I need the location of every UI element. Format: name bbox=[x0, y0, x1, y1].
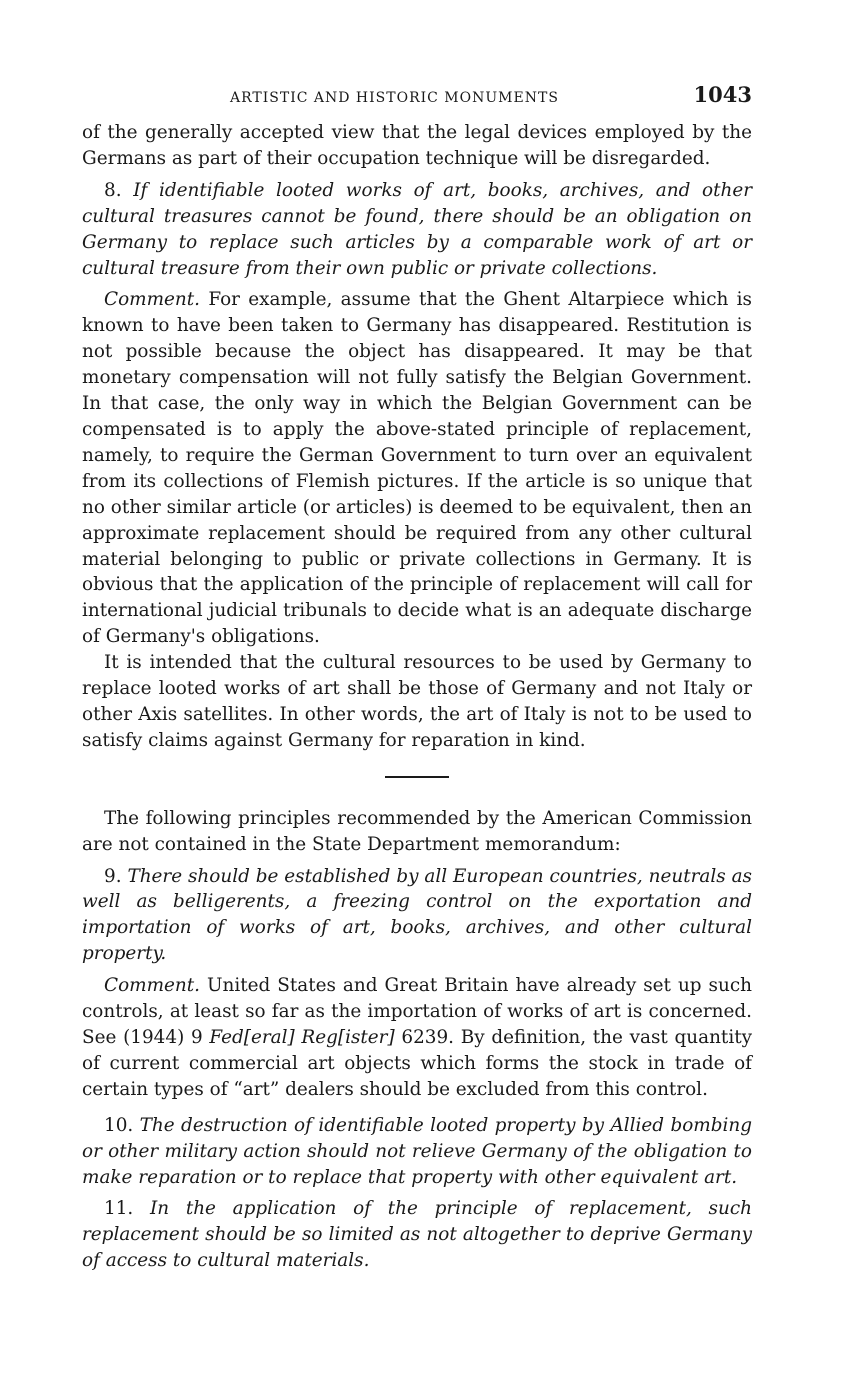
running-header bbox=[82, 82, 752, 112]
principle-text: There should be established by all European countries, neutrals as well as belligerents, a freezing control on the exportation and importation of works of art, books, archives, and other cultural property. bbox=[82, 865, 752, 965]
comment-text-after: 6239. By definition, the vast quantity of current commercial art objects which forms the stock in trade of certain types of “art” dealers should be excluded from this control. bbox=[82, 1027, 752, 1100]
principle-text: In the application of the principle of replacement, such replacement should be so limited as not altogether to deprive Germany of access to cultural materials. bbox=[82, 1198, 752, 1272]
section-divider bbox=[385, 776, 449, 778]
paragraph-italy: It is intended that the cultural resources to be used by Germany to replace looted works of art shall be those of Germany and not Italy or other Axis satellites. In other words, the art of Italy is not to be used to satisfy claims against Germany for reparation in kind. bbox=[82, 652, 752, 751]
comment-label: Comment. bbox=[104, 975, 200, 997]
running-title: ARTISTIC AND HISTORIC MONUMENTS bbox=[230, 90, 559, 106]
citation: Fed[eral] Reg[ister] bbox=[209, 1027, 395, 1048]
principle-number: 11. bbox=[104, 1198, 134, 1220]
principle-number: 8. bbox=[104, 179, 122, 201]
comment-label: Comment. bbox=[104, 289, 200, 311]
page-number: 1043 bbox=[693, 82, 752, 107]
principle-number: 10. bbox=[104, 1114, 134, 1136]
principle-9 bbox=[82, 864, 752, 968]
comment-8 bbox=[82, 287, 752, 650]
principle-number: 9. bbox=[104, 865, 122, 887]
principle-text: If identifiable looted works of art, books, archives, and other cultural treasures cannot be found, there should be an obligation on Germany to replace such articles by a comparable work of art or cultural treasure from their own public or private collections. bbox=[82, 179, 752, 279]
principle-text: The destruction of identifiable looted property by Allied bombing or other military action should not relieve Germany of the obligation to make reparation or to replace that property with other equivalent art. bbox=[82, 1114, 752, 1188]
comment-9 bbox=[82, 973, 752, 1103]
principle-11 bbox=[82, 1196, 752, 1274]
principle-8 bbox=[82, 178, 752, 282]
principle-10 bbox=[82, 1113, 752, 1191]
comment-text: For example, assume that the Ghent Altarpiece which is known to have been taken to Germany has disappeared. Restitution is not possible because the object has disappeared. It may be that monetary compensation will not fully satisfy the Belgian Government. In that case, the only way in which the Belgian Government can be compensated is to apply the above-stated principle of replacement, namely, to require the German Government to turn over an equivalent from its collections of Flemish pictures. If the article is so unique that no other similar article (or articles) is deemed to be equivalent, then an approximate replacement should be required from any other cultural material belonging to public or private collections in Germany. It is obvious that the application of the principle of replacement will call for international judicial tribunals to decide what is an adequate discharge of Germany's obligations. bbox=[82, 289, 752, 648]
page bbox=[82, 82, 752, 1274]
paragraph-following-principles: The following principles recommended by the American Commission are not contained in the State Department memorandum: bbox=[82, 807, 752, 855]
comment-text-before: United States and Great Britain have already set up such controls, at least so far as the importation of works of art is concerned. See (1944) 9 bbox=[82, 975, 752, 1048]
paragraph-continuation: of the generally accepted view that the legal devices employed by the Germans as part of their occupation technique will be disregarded. bbox=[82, 122, 752, 169]
